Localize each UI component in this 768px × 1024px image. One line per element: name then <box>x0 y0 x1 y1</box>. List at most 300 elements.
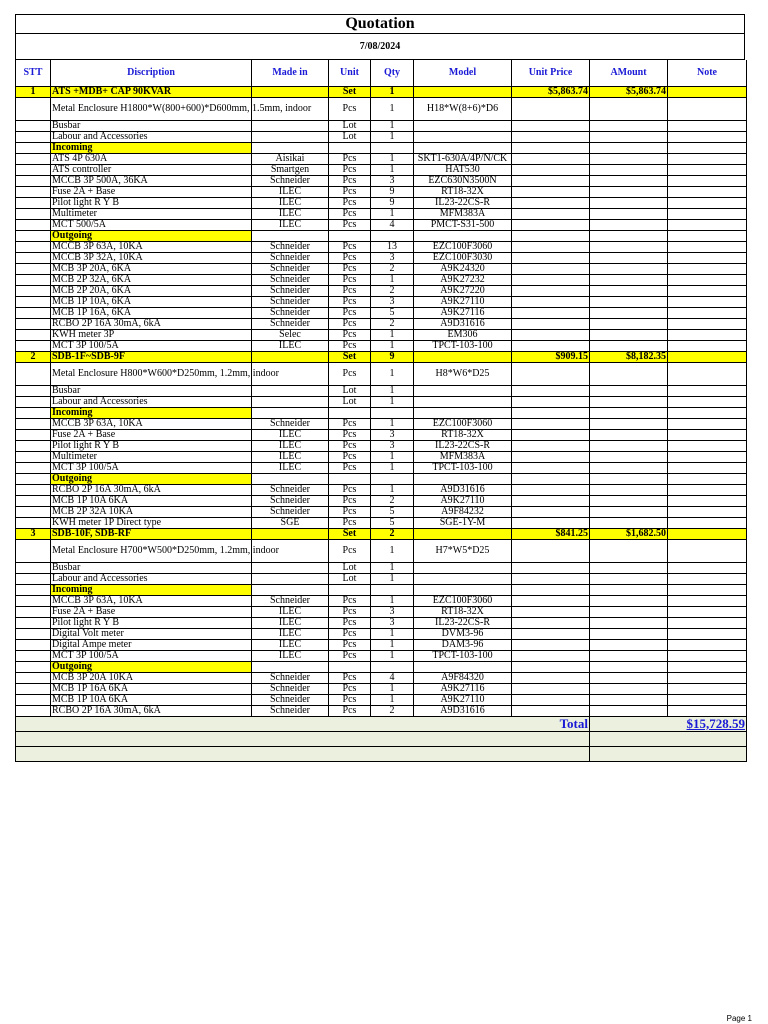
note-cell <box>668 607 747 618</box>
unit-price-cell <box>512 673 590 684</box>
qty-cell: 1 <box>371 386 414 397</box>
stt-cell <box>16 673 51 684</box>
amount-cell <box>590 198 668 209</box>
model-cell: A9K27232 <box>414 275 512 286</box>
description-cell: MCB 2P 32A 10KA <box>51 507 252 518</box>
model-cell <box>414 563 512 574</box>
note-cell <box>668 485 747 496</box>
empty-cell <box>668 143 747 154</box>
qty-cell: 2 <box>371 319 414 330</box>
made-in-cell: ILEC <box>252 187 329 198</box>
unit-cell: Pcs <box>329 463 371 474</box>
qty-cell: 9 <box>371 198 414 209</box>
qty-cell: 4 <box>371 673 414 684</box>
unit-price-cell <box>512 386 590 397</box>
made-in-cell <box>252 132 329 143</box>
description-cell: RCBO 2P 16A 30mA, 6kA <box>51 319 252 330</box>
qty-cell: 5 <box>371 308 414 319</box>
empty-cell <box>512 231 590 242</box>
col-header-model: Model <box>414 60 512 87</box>
unit-cell: Lot <box>329 397 371 408</box>
note-cell <box>668 706 747 717</box>
stt-cell <box>16 408 51 419</box>
model-cell: A9K27220 <box>414 286 512 297</box>
stt-cell <box>16 706 51 717</box>
note-cell <box>668 198 747 209</box>
model-cell: EZC100F3030 <box>414 253 512 264</box>
note-cell <box>668 154 747 165</box>
unit-cell: Lot <box>329 121 371 132</box>
total-value: $15,728.59 <box>590 717 747 732</box>
group-made-in <box>252 529 329 540</box>
unit-price-cell <box>512 187 590 198</box>
empty-cell <box>590 662 668 673</box>
group-name: ATS +MDB+ CAP 90KVAR <box>51 87 252 98</box>
table-row <box>16 651 747 662</box>
unit-cell: Lot <box>329 563 371 574</box>
amount-cell <box>590 563 668 574</box>
unit-price-cell <box>512 629 590 640</box>
note-cell <box>668 319 747 330</box>
qty-cell: 3 <box>371 297 414 308</box>
model-cell: RT18-32X <box>414 430 512 441</box>
model-cell: EZC630N3500N <box>414 176 512 187</box>
note-cell <box>668 419 747 430</box>
unit-price-cell <box>512 397 590 408</box>
unit-price-cell <box>512 430 590 441</box>
group-row <box>16 529 747 540</box>
empty-cell <box>329 231 371 242</box>
unit-cell: Pcs <box>329 629 371 640</box>
blank-cell <box>16 732 590 747</box>
qty-cell: 1 <box>371 629 414 640</box>
stt-cell <box>16 132 51 143</box>
unit-price-cell <box>512 684 590 695</box>
made-in-cell: Schneider <box>252 242 329 253</box>
empty-cell <box>414 408 512 419</box>
empty-cell <box>512 143 590 154</box>
description-cell: Fuse 2A + Base <box>51 607 252 618</box>
group-unit-price: $841.25 <box>512 529 590 540</box>
group-model <box>414 352 512 363</box>
empty-cell <box>590 585 668 596</box>
group-amount: $5,863.74 <box>590 87 668 98</box>
table-row <box>16 330 747 341</box>
made-in-cell <box>252 121 329 132</box>
note-cell <box>668 397 747 408</box>
note-cell <box>668 363 747 386</box>
stt-cell <box>16 319 51 330</box>
stt-cell <box>16 463 51 474</box>
description-cell: MCB 1P 10A 6KA <box>51 695 252 706</box>
amount-cell <box>590 629 668 640</box>
group-note <box>668 529 747 540</box>
model-cell: IL23-22CS-R <box>414 441 512 452</box>
unit-price-cell <box>512 363 590 386</box>
model-cell: SKT1-630A/4P/N/CK <box>414 154 512 165</box>
table-row <box>16 154 747 165</box>
qty-cell: 5 <box>371 518 414 529</box>
description-cell: ATS controller <box>51 165 252 176</box>
group-unit-price: $5,863.74 <box>512 87 590 98</box>
unit-price-cell <box>512 253 590 264</box>
stt-cell <box>16 662 51 673</box>
model-cell: A9F84320 <box>414 673 512 684</box>
stt-cell <box>16 518 51 529</box>
unit-cell: Pcs <box>329 607 371 618</box>
qty-cell: 2 <box>371 264 414 275</box>
quotation-sheet <box>15 14 745 762</box>
qty-cell: 3 <box>371 176 414 187</box>
table-row <box>16 640 747 651</box>
qty-cell: 1 <box>371 463 414 474</box>
unit-cell: Pcs <box>329 684 371 695</box>
stt-cell <box>16 485 51 496</box>
model-cell: A9K24320 <box>414 264 512 275</box>
made-in-cell: Schneider <box>252 319 329 330</box>
description-cell: Busbar <box>51 386 252 397</box>
section-label: Incoming <box>51 585 252 596</box>
amount-cell <box>590 684 668 695</box>
unit-cell: Pcs <box>329 187 371 198</box>
made-in-cell: ILEC <box>252 651 329 662</box>
amount-cell <box>590 496 668 507</box>
empty-cell <box>512 474 590 485</box>
note-cell <box>668 308 747 319</box>
blank-row <box>16 732 747 747</box>
description-cell: MCCB 3P 32A, 10KA <box>51 253 252 264</box>
empty-cell <box>414 231 512 242</box>
empty-cell <box>668 474 747 485</box>
unit-cell: Pcs <box>329 706 371 717</box>
unit-price-cell <box>512 607 590 618</box>
empty-cell <box>512 662 590 673</box>
made-in-cell: Schneider <box>252 308 329 319</box>
unit-cell: Pcs <box>329 651 371 662</box>
empty-cell <box>371 408 414 419</box>
empty-cell <box>329 143 371 154</box>
made-in-cell: Schneider <box>252 176 329 187</box>
stt-cell <box>16 684 51 695</box>
made-in-cell: ILEC <box>252 430 329 441</box>
description-cell: Busbar <box>51 563 252 574</box>
amount-cell <box>590 297 668 308</box>
group-model <box>414 529 512 540</box>
incoming-section-row <box>16 408 747 419</box>
model-cell: DAM3-96 <box>414 640 512 651</box>
unit-cell: Lot <box>329 386 371 397</box>
blank-row <box>16 747 747 762</box>
description-cell: Multimeter <box>51 209 252 220</box>
unit-price-cell <box>512 463 590 474</box>
model-cell <box>414 386 512 397</box>
group-note <box>668 352 747 363</box>
table-row <box>16 132 747 143</box>
description-cell: KWH meter 3P <box>51 330 252 341</box>
unit-cell: Pcs <box>329 363 371 386</box>
incoming-section-row <box>16 143 747 154</box>
model-cell: DVM3-96 <box>414 629 512 640</box>
qty-cell: 3 <box>371 441 414 452</box>
description-cell: KWH meter 1P Direct type <box>51 518 252 529</box>
description-cell: Metal Enclosure H800*W600*D250mm, 1.2mm, indoor <box>51 363 252 386</box>
stt-cell <box>16 419 51 430</box>
description-cell: MCCB 3P 63A, 10KA <box>51 419 252 430</box>
made-in-cell: ILEC <box>252 607 329 618</box>
model-cell: EZC100F3060 <box>414 596 512 607</box>
outgoing-section-row <box>16 474 747 485</box>
unit-price-cell <box>512 121 590 132</box>
group-note <box>668 87 747 98</box>
description-cell: Fuse 2A + Base <box>51 430 252 441</box>
note-cell <box>668 132 747 143</box>
empty-cell <box>371 231 414 242</box>
description-cell: RCBO 2P 16A 30mA, 6kA <box>51 706 252 717</box>
table-row <box>16 452 747 463</box>
table-row <box>16 176 747 187</box>
qty-cell: 1 <box>371 132 414 143</box>
stt-cell <box>16 242 51 253</box>
unit-cell: Pcs <box>329 496 371 507</box>
qty-cell: 9 <box>371 187 414 198</box>
blank-cell <box>16 747 590 762</box>
model-cell: A9D31616 <box>414 706 512 717</box>
total-row <box>16 717 747 732</box>
qty-cell: 3 <box>371 253 414 264</box>
unit-cell: Pcs <box>329 330 371 341</box>
note-cell <box>668 441 747 452</box>
empty-cell <box>414 585 512 596</box>
qty-cell: 5 <box>371 507 414 518</box>
note-cell <box>668 673 747 684</box>
amount-cell <box>590 330 668 341</box>
qty-cell: 1 <box>371 363 414 386</box>
qty-cell: 1 <box>371 684 414 695</box>
table-row <box>16 264 747 275</box>
qty-cell: 1 <box>371 452 414 463</box>
stt-cell <box>16 198 51 209</box>
qty-cell: 1 <box>371 651 414 662</box>
empty-cell <box>668 231 747 242</box>
unit-cell: Pcs <box>329 154 371 165</box>
unit-price-cell <box>512 540 590 563</box>
table-row <box>16 695 747 706</box>
table-row <box>16 319 747 330</box>
amount-cell <box>590 363 668 386</box>
note-cell <box>668 209 747 220</box>
amount-cell <box>590 386 668 397</box>
made-in-cell: SGE <box>252 518 329 529</box>
table-row <box>16 518 747 529</box>
unit-cell: Pcs <box>329 618 371 629</box>
qty-cell: 1 <box>371 540 414 563</box>
note-cell <box>668 242 747 253</box>
unit-cell: Pcs <box>329 297 371 308</box>
unit-price-cell <box>512 275 590 286</box>
note-cell <box>668 187 747 198</box>
table-row <box>16 463 747 474</box>
description-cell: MCB 1P 10A 6KA <box>51 496 252 507</box>
empty-cell <box>668 408 747 419</box>
stt-cell <box>16 264 51 275</box>
unit-cell: Pcs <box>329 518 371 529</box>
unit-price-cell <box>512 596 590 607</box>
unit-cell: Pcs <box>329 319 371 330</box>
model-cell: A9K27110 <box>414 695 512 706</box>
stt-cell <box>16 308 51 319</box>
unit-price-cell <box>512 220 590 231</box>
note-cell <box>668 220 747 231</box>
stt-cell <box>16 695 51 706</box>
table-row <box>16 242 747 253</box>
amount-cell <box>590 695 668 706</box>
description-cell: MCT 500/5A <box>51 220 252 231</box>
stt-cell <box>16 330 51 341</box>
empty-cell <box>252 474 329 485</box>
group-stt: 3 <box>16 529 51 540</box>
amount-cell <box>590 286 668 297</box>
made-in-cell: Schneider <box>252 706 329 717</box>
made-in-cell: Schneider <box>252 684 329 695</box>
unit-cell: Pcs <box>329 640 371 651</box>
note-cell <box>668 518 747 529</box>
section-label: Incoming <box>51 408 252 419</box>
note-cell <box>668 330 747 341</box>
note-cell <box>668 275 747 286</box>
stt-cell <box>16 430 51 441</box>
document-date: 7/08/2024 <box>15 34 745 60</box>
qty-cell: 1 <box>371 695 414 706</box>
stt-cell <box>16 386 51 397</box>
group-stt: 2 <box>16 352 51 363</box>
made-in-cell: ILEC <box>252 629 329 640</box>
empty-cell <box>590 408 668 419</box>
unit-price-cell <box>512 297 590 308</box>
unit-price-cell <box>512 452 590 463</box>
model-cell: A9D31616 <box>414 485 512 496</box>
model-cell: A9K27110 <box>414 297 512 308</box>
description-cell: MCB 3P 20A 10KA <box>51 673 252 684</box>
qty-cell: 2 <box>371 286 414 297</box>
amount-cell <box>590 209 668 220</box>
qty-cell: 1 <box>371 330 414 341</box>
description-cell: MCB 2P 20A, 6KA <box>51 286 252 297</box>
qty-cell: 1 <box>371 275 414 286</box>
unit-price-cell <box>512 330 590 341</box>
empty-cell <box>512 408 590 419</box>
unit-cell: Pcs <box>329 673 371 684</box>
stt-cell <box>16 275 51 286</box>
model-cell: TPCT-103-100 <box>414 651 512 662</box>
model-cell <box>414 574 512 585</box>
group-row <box>16 352 747 363</box>
unit-price-cell <box>512 640 590 651</box>
note-cell <box>668 463 747 474</box>
table-row <box>16 485 747 496</box>
stt-cell <box>16 441 51 452</box>
model-cell: TPCT-103-100 <box>414 341 512 352</box>
stt-cell <box>16 98 51 121</box>
group-unit-price: $909.15 <box>512 352 590 363</box>
stt-cell <box>16 397 51 408</box>
description-cell: MCB 2P 32A, 6KA <box>51 275 252 286</box>
table-row <box>16 441 747 452</box>
group-unit: Set <box>329 87 371 98</box>
description-cell: Metal Enclosure H700*W500*D250mm, 1.2mm, indoor <box>51 540 252 563</box>
description-cell: Busbar <box>51 121 252 132</box>
stt-cell <box>16 220 51 231</box>
qty-cell: 1 <box>371 98 414 121</box>
made-in-cell: ILEC <box>252 618 329 629</box>
qty-cell: 3 <box>371 618 414 629</box>
stt-cell <box>16 629 51 640</box>
unit-price-cell <box>512 264 590 275</box>
empty-cell <box>668 585 747 596</box>
amount-cell <box>590 98 668 121</box>
unit-price-cell <box>512 319 590 330</box>
made-in-cell <box>252 397 329 408</box>
model-cell: RT18-32X <box>414 607 512 618</box>
qty-cell: 1 <box>371 209 414 220</box>
qty-cell: 1 <box>371 640 414 651</box>
unit-cell: Pcs <box>329 220 371 231</box>
description-cell: Pilot light R Y B <box>51 618 252 629</box>
made-in-cell: Schneider <box>252 297 329 308</box>
empty-cell <box>414 662 512 673</box>
group-unit: Set <box>329 352 371 363</box>
group-qty: 1 <box>371 87 414 98</box>
incoming-section-row <box>16 585 747 596</box>
note-cell <box>668 264 747 275</box>
made-in-cell: ILEC <box>252 452 329 463</box>
description-cell: MCB 1P 10A, 6KA <box>51 297 252 308</box>
amount-cell <box>590 706 668 717</box>
amount-cell <box>590 596 668 607</box>
amount-cell <box>590 275 668 286</box>
table-row <box>16 684 747 695</box>
unit-cell: Pcs <box>329 209 371 220</box>
table-row <box>16 563 747 574</box>
note-cell <box>668 596 747 607</box>
amount-cell <box>590 518 668 529</box>
col-header-qty: Qty <box>371 60 414 87</box>
amount-cell <box>590 220 668 231</box>
model-cell <box>414 397 512 408</box>
table-header-row <box>16 60 747 87</box>
made-in-cell: ILEC <box>252 341 329 352</box>
qty-cell: 1 <box>371 154 414 165</box>
qty-cell: 1 <box>371 485 414 496</box>
unit-cell: Pcs <box>329 253 371 264</box>
stt-cell <box>16 574 51 585</box>
empty-cell <box>590 231 668 242</box>
blank-cell <box>590 732 747 747</box>
note-cell <box>668 563 747 574</box>
made-in-cell <box>252 574 329 585</box>
stt-cell <box>16 363 51 386</box>
table-row <box>16 286 747 297</box>
table-row <box>16 341 747 352</box>
section-label: Incoming <box>51 143 252 154</box>
table-row <box>16 496 747 507</box>
model-cell: EM306 <box>414 330 512 341</box>
table-row <box>16 507 747 518</box>
stt-cell <box>16 540 51 563</box>
amount-cell <box>590 574 668 585</box>
amount-cell <box>590 341 668 352</box>
model-cell <box>414 121 512 132</box>
unit-price-cell <box>512 651 590 662</box>
